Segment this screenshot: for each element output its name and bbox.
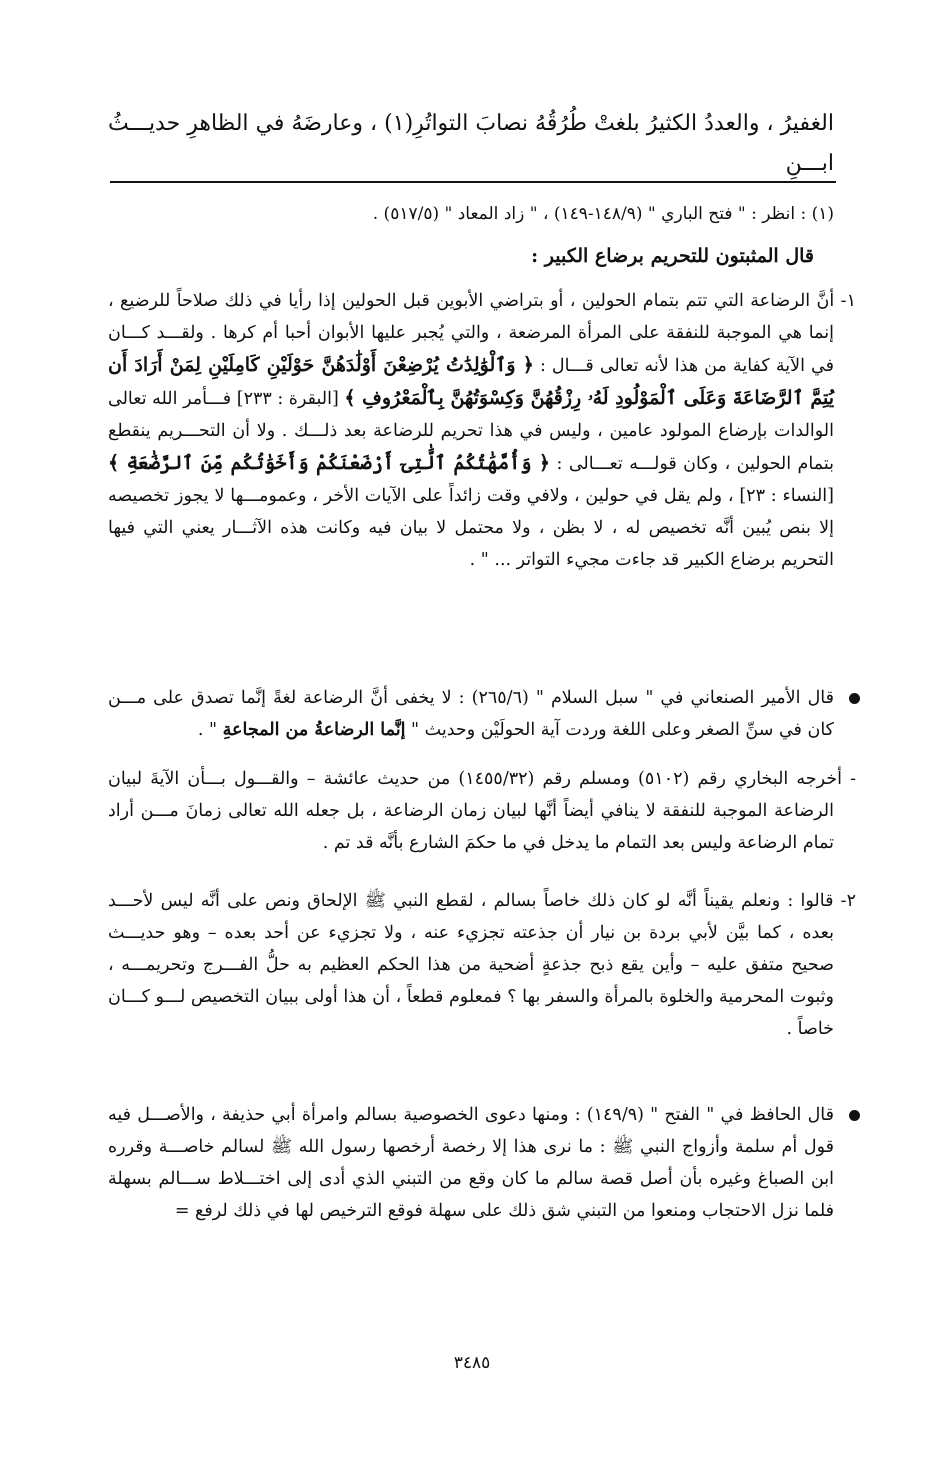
footnote-separator: [110, 181, 836, 183]
paragraph-5: [108, 1099, 834, 1227]
hadith-quote: إنَّما الرضاعةُ من المجاعةِ: [222, 720, 406, 740]
quran-verse-baqarah: ﴿ وَٱلْوَٰلِدَٰتُ يُرْضِعْنَ أَوْلَٰدَهُنَّ حَوْلَيْنِ كَامِلَيْنِ لِمَنْ أَرَادَ أَن يُتِمَّ ٱلرَّضَاعَةَ وَعَلَى ٱلْمَوْلُودِ لَهُۥ رِزْقُهُنَّ وَكِسْوَتُهُنَّ بِٱلْمَعْرُوفِ ﴾: [108, 354, 834, 409]
footnote: (١) : انظر : " فتح الباري " (١٤٨/٩-١٤٩) ، " زاد المعاد " (٥١٧/٥) .: [372, 204, 834, 224]
paragraph-1-end: [النساء : ٢٣] ، ولم يقل في حولين ، ولافي وقت زائداً على الآيات الأخر ، وعمومـــها لا يجوز تخصيصه إلا بنص يُبين أنَّه تخصيص له ، لا بظن ، ولا محتمل لا بيان فيه وكانت هذه الآثـــار يعني التي فيها التحريم برضاع الكبير قد جاءت مجيء التواتر ... " .: [108, 486, 834, 570]
paragraph-1-intro: ١- أنَّ الرضاعة التي تتم بتمام الحولين ، أو بتراضي الأبوين قبل الحولين إذا رأيا في ذلك صلاحاً للرضيع ، إنما هي الموجبة للنفقة على المرأة المرضعة ، والتي يُجبر عليها الأبوان أحبا أم كرها . ولقـــد كـــان في الآية كفاية من هذا لأنه تعالى قـــال :: [108, 291, 856, 376]
paragraph-1-middle: [البقرة : ٢٣٣] فـــأمر الله تعالى الوالدات بإرضاع المولود عامين ، وليس في هذا تحريم للرضاعة بعد ذلـــك . ولا أن التحـــريم ينقطع بتمام الحولين ، وكان قولـــه تعـــالى :: [108, 389, 834, 474]
bullet-icon: [849, 1110, 860, 1121]
bullet-icon: [849, 693, 860, 704]
section-title: قال المثبتون للتحريم برضاع الكبير :: [531, 245, 814, 267]
paragraph-1: [108, 285, 856, 576]
page-number: ٣٤٨٥: [453, 1353, 491, 1373]
continued-main-text: الغفيرُ ، والعددُ الكثيرُ بلغتْ طُرُقُهُ نصابَ التواتُرِ(١) ، وعارضَهُ في الظاهرِ حديـــثُ ابـــنِ: [108, 111, 834, 176]
paragraph-5-text: قال الحافظ في " الفتح " (١٤٩/٩) : ومنها دعوى الخصوصية بسالم وامرأة أبي حذيفة ، والأصـــل فيه قول أم سلمة وأزواج النبي ﷺ : ما نرى هذا إلا رخصة أرخصها رسول الله ﷺ لسالم خاصـــة وقرره ابن الصباغ وغيره بأن أصل قصة سالم ما كان وقع من التبني الذي أدى إلى اختـــلاط ســـالم بسهلة فلما نزل الاحتجاب ومنعوا من التبني شق ذلك على سهلة فوقع الترخيص لها في ذلك لرفع =: [108, 1105, 834, 1221]
paragraph-2: [108, 682, 834, 746]
paragraph-2-text: قال الأمير الصنعاني في " سبل السلام " (٢٦٥/٦) : لا يخفى أنَّ الرضاعة لغةً إنَّما تصدق على مـــن كان في سنِّ الصغر وعلى اللغة وردت آية الحولَيْن وحديث ": [108, 688, 834, 740]
quran-verse-nisa: ﴿ وَأُمَّهَٰتُكُمُ ٱلَّٰتِىٓ أَرْضَعْنَكُمْ وَأَخَوَٰتُكُم مِّنَ ٱلرَّضَٰعَةِ ﴾: [108, 452, 551, 474]
paragraph-4: ٢- قالوا : ونعلم يقيناً أنَّه لو كان ذلك خاصاً بسالم ، لقطع النبي ﷺ الإلحاق ونص على أنَّه ليس لأحـــد بعده ، كما بيَّن لأبي بردة بن نيار أن جذعته تجزيء عنه ، ولا تجزيء عن أحد بعده – وهو حديـــث صحيح متفق عليه – وأين يقع ذبح جذعةٍ أضحية من هذا الحكم العظيم به حلُّ الفـــرج وتحريمـــه ، وثبوت المحرمية والخلوة بالمرأة والسفر بها ؟ فمعلوم قطعاً ، أن هذا أولى ببيان التخصيص لـــو كـــان خاصاً .: [108, 891, 856, 1039]
paragraph-2-end: " .: [197, 720, 218, 740]
paragraph-3: - أخرجه البخاري رقم (٥١٠٢) ومسلم رقم (١٤٥٥/٣٢) من حديث عائشة – والقـــول بـــأن الآيةَ لبيان الرضاعة الموجبة للنفقة لا ينافي أيضاً أنَّها لبيان زمان الرضاعة ، بل جعله الله تعالى زمانَ مـــن أراد تمام الرضاعة وليس بعد التمام ما يدخل في ما حكمَ الشارع بأنَّه قد تم .: [108, 769, 856, 853]
